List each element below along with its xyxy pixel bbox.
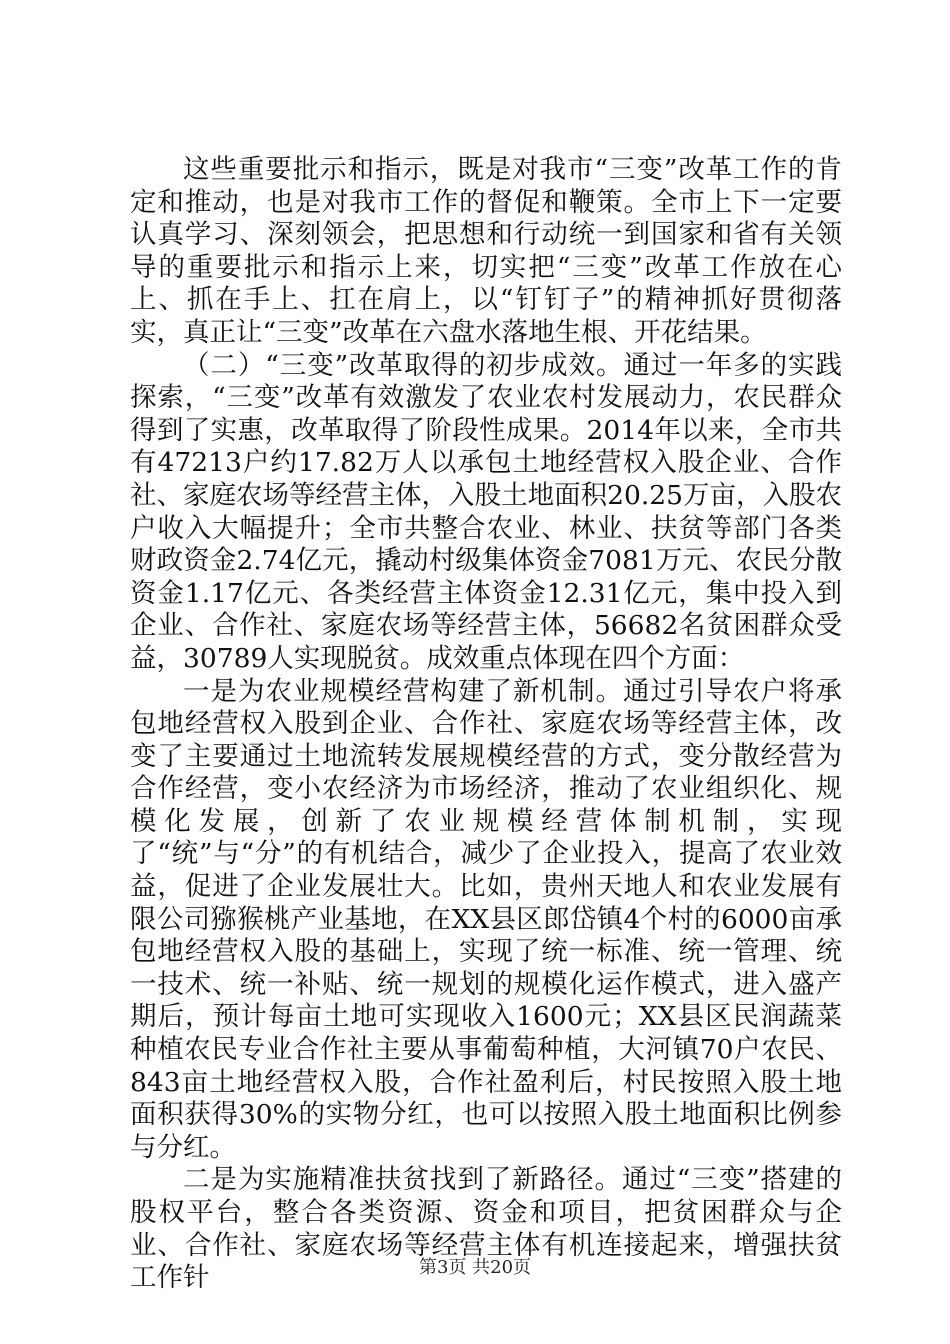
paragraph-new-mechanism: 一是为农业规模经营构建了新机制。通过引导农户将承包地经营权入股到企业、合作社、家庭农场等经营主体，改变了主要通过土地流转发展规模经营的方式，变分散经营为合作经营，变小农经济为市场经济，推动了农业组织化、规模化发展，创新了农业规模经营体制机制，实现了“统”与“分”的有机结合，减少了企业投入，提高了农业效益，促进了企业发展壮大。比如，贵州天地人和农业发展有限公司猕猴桃产业基地，在XX县区郎岱镇4个村的6000亩承包地经营权入股的基础上，实现了统一标准、统一管理、统一技术、统一补贴、统一规划的规模化运作模式，进入盛产期后，预计每亩土地可实现收入1600元；XX县区民润蔬菜种植农民专业合作社主要从事葡萄种植，大河镇70户农民、843亩土地经营权入股，合作社盈利后，村民按照入股土地面积获得30%的实物分红，也可以按照入股土地面积比例参与分红。 (130, 675, 842, 1163)
page-footer: 第3页 共20页 (418, 1257, 532, 1278)
paragraph-instructions-significance: 这些重要批示和指示，既是对我市“三变”改革工作的肯定和推动，也是对我市工作的督促和鞭策。全市上下一定要认真学习、深刻领会，把思想和行动统一到国家和省有关领导的重要批示和指示上来，切实把“三变”改革工作放在心上、抓在手上、扛在肩上，以“钉钉子”的精神抓好贯彻落实，真正让“三变”改革在六盘水落地生根、开花结果。 (130, 154, 842, 348)
document-body (130, 154, 842, 1295)
paragraph-poverty-path: 二是为实施精准扶贫找到了新路径。通过“三变”搭建的股权平台，整合各类资源、资金和项目，把贫困群众与企业、合作社、家庭农场等经营主体有机连接起来，增强扶贫工作针 (130, 1164, 842, 1294)
paragraph-initial-results: （二）“三变”改革取得的初步成效。通过一年多的实践探索，“三变”改革有效激发了农业农村发展动力，农民群众得到了实惠，改革取得了阶段性成果。2014年以来，全市共有47213户约17.82万人以承包土地经营权入股企业、合作社、家庭农场等经营主体，入股土地面积20.25万亩，入股农户收入大幅提升；全市共整合农业、林业、扶贫等部门各类财政资金2.74亿元，撬动村级集体资金7081万元、农民分散资金1.17亿元、各类经营主体资金12.31亿元，集中投入到企业、合作社、家庭农场等经营主体，56682名贫困群众受益，30789人实现脱贫。成效重点体现在四个方面： (130, 349, 842, 674)
